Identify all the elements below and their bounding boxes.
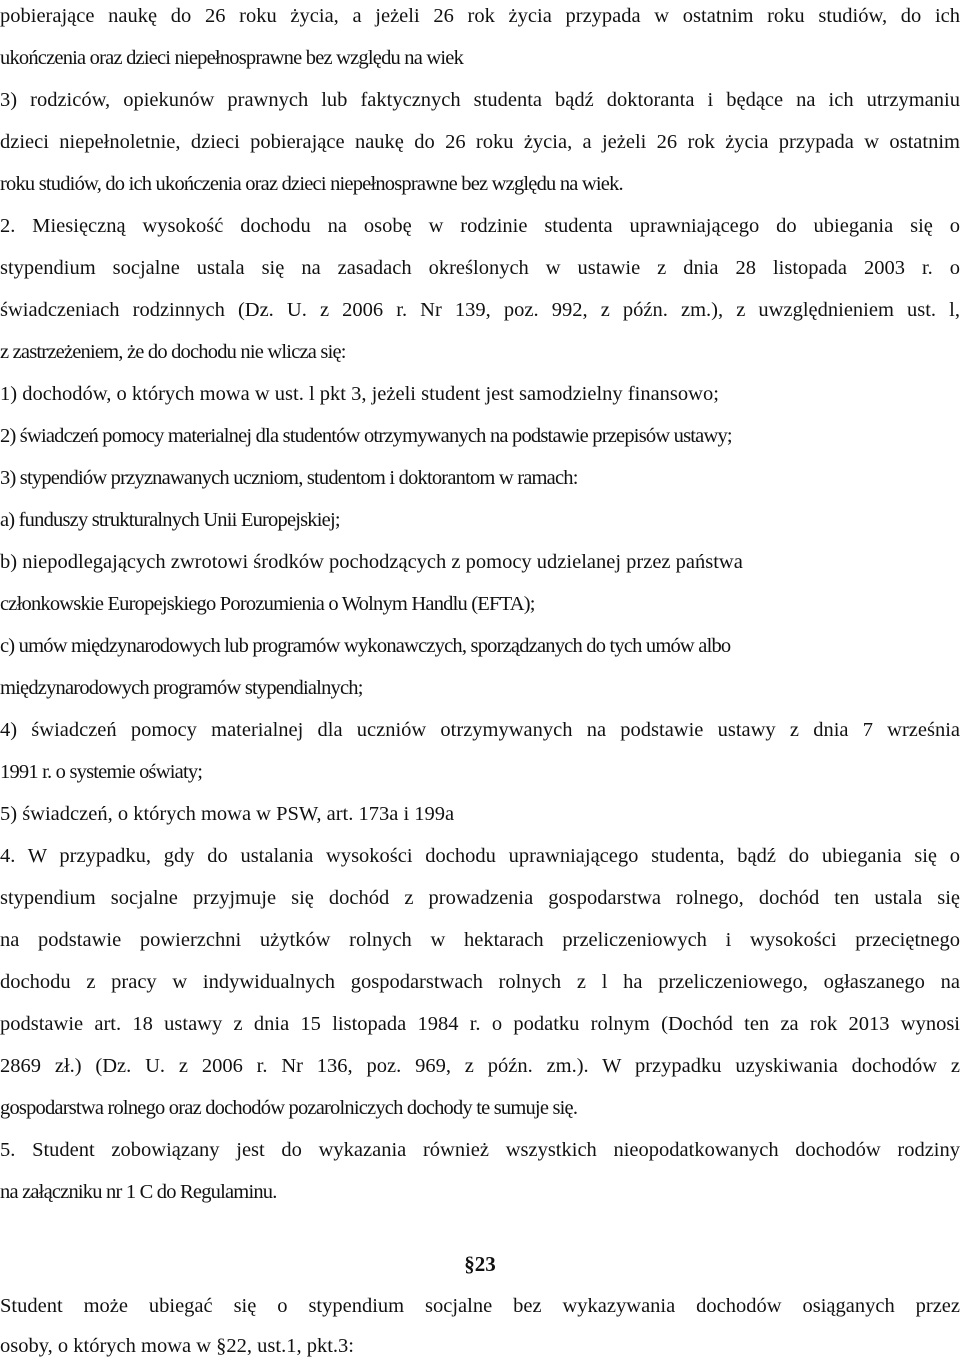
text-line: b) niepodlegających zwrotowi środków pochodzących z pomocy udzielanej przez państwa [0,551,743,573]
text-line: osoby, o których mowa w §22, ust.1, pkt.3: [0,1335,354,1357]
text-line: a) funduszy strukturalnych Unii Europejskiej; [0,509,340,531]
text-line: 5) świadczeń, o których mowa w PSW, art. 173a i 199a [0,803,455,825]
text-line: członkowskie Europejskiego Porozumienia o Wolnym Handlu (EFTA); [0,593,535,615]
text-line: gospodarstwa rolnego oraz dochodów pozarolniczych dochody te sumuje się. [0,1097,578,1119]
text-line: stypendium socjalne ustala się na zasadach określonych w ustawie z dnia 28 listopada 2003 r. o [0,257,960,279]
text-line: 2. Miesięczną wysokość dochodu na osobę w rodzinie studenta uprawniającego do ubiegania się o [0,215,960,237]
text-line: 1991 r. o systemie oświaty; [0,761,203,783]
text-line: 3) rodziców, opiekunów prawnych lub faktycznych studenta bądź doktoranta i będące na ich utrzymaniu [0,89,960,111]
text-line: c) umów międzynarodowych lub programów wykonawczych, sporządzanych do tych umów albo [0,635,731,657]
text-line: 3) stypendiów przyznawanych uczniom, studentom i doktorantom w ramach: [0,467,578,489]
text-line: 1) dochodów, o których mowa w ust. l pkt 3, jeżeli student jest samodzielny finansowo; [0,383,719,405]
text-line: na załączniku nr 1 C do Regulaminu. [0,1181,277,1203]
text-line: roku studiów, do ich ukończenia oraz dzieci niepełnosprawne bez względu na wiek. [0,173,623,195]
text-line: stypendium socjalne przyjmuje się dochód z prowadzenia gospodarstwa rolnego, dochód ten ustala się [0,887,960,909]
text-line: dzieci niepełnoletnie, dzieci pobierające naukę do 26 roku życia, a jeżeli 26 rok życia przypada w ostatnim [0,131,960,153]
text-line: z zastrzeżeniem, że do dochodu nie wlicza się: [0,341,346,363]
text-line: dochodu z pracy w indywidualnych gospodarstwach rolnych z l ha przeliczeniowego, ogłaszanego na [0,971,960,993]
text-line: 4) świadczeń pomocy materialnej dla uczniów otrzymywanych na podstawie ustawy z dnia 7 września [0,719,960,741]
section-heading: §23 [464,1252,496,1276]
text-line: 2) świadczeń pomocy materialnej dla studentów otrzymywanych na podstawie przepisów ustawy; [0,425,732,447]
text-line: ukończenia oraz dzieci niepełnosprawne bez względu na wiek [0,47,464,69]
text-line: podstawie art. 18 ustawy z dnia 15 listopada 1984 r. o podatku rolnym (Dochód ten za rok 2013 wynosi [0,1013,960,1035]
text-line: Student może ubiegać się o stypendium socjalne bez wykazywania dochodów osiąganych przez [0,1295,960,1317]
text-line: świadczeniach rodzinnych (Dz. U. z 2006 r. Nr 139, poz. 992, z późn. zm.), z uwzględnieniem ust. l, [0,299,960,321]
text-line: na podstawie powierzchni użytków rolnych w hektarach przeliczeniowych i wysokości przeciętnego [0,929,960,951]
text-line: 5. Student zobowiązany jest do wykazania również wszystkich nieopodatkowanych dochodów rodziny [0,1139,960,1161]
text-line: pobierające naukę do 26 roku życia, a jeżeli 26 rok życia przypada w ostatnim roku studiów, do ich [0,5,960,27]
text-line: międzynarodowych programów stypendialnych; [0,677,363,699]
text-line: 2869 zł.) (Dz. U. z 2006 r. Nr 136, poz. 969, z późn. zm.). W przypadku uzyskiwania dochodów z [0,1055,960,1077]
text-line: 4. W przypadku, gdy do ustalania wysokości dochodu uprawniającego studenta, bądź do ubiegania się o [0,845,960,867]
